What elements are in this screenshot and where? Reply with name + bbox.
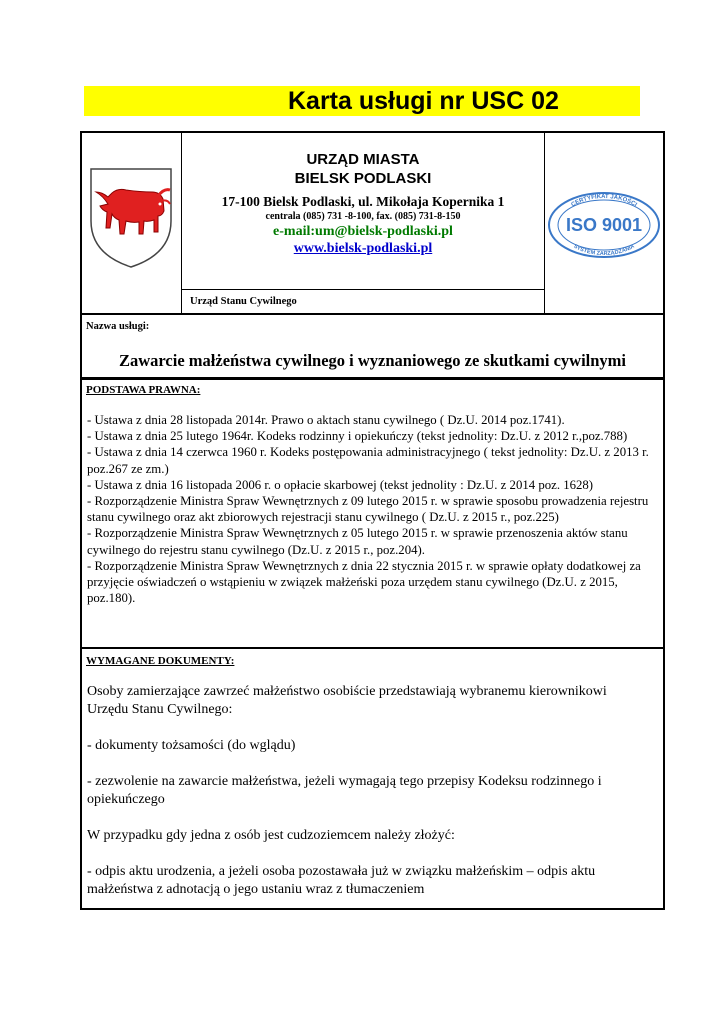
iso-main-text: ISO 9001: [565, 215, 643, 235]
office-phone: centrala (085) 731 -8-100, fax. (085) 731-8-150: [265, 211, 461, 222]
office-website-link[interactable]: www.bielsk-podlaski.pl: [293, 241, 433, 256]
department-divider: [181, 289, 545, 290]
document-paragraph: Osoby zamierzające zawrzeć małżeństwo osobiście przedstawiają wybranemu kierownikowi Urzędu Stanu Cywilnego:: [87, 684, 607, 717]
office-email-link[interactable]: e-mail:um@bielsk-podlaski.pl: [273, 224, 453, 239]
legal-item: - Ustawa z dnia 28 listopada 2014r. Prawo o aktach stanu cywilnego ( Dz.U. 2014 poz.1741).: [87, 413, 565, 427]
document-paragraph: - zezwolenie na zawarcie małżeństwa, jeżeli wymagają tego przepisy Kodeksu rodzinnego i opiekuńczego: [87, 774, 602, 807]
office-address: 17-100 Bielsk Podlaski, ul. Mikołaja Kopernika 1: [221, 194, 505, 209]
document-paragraph: - odpis aktu urodzenia, a jeżeli osoba pozostawała już w związku małżeńskim – odpis aktu małżeństwa z adnotacją o jego ustaniu wraz z tłumaczeniem: [87, 864, 596, 897]
iso-bottom-text: SYSTEM ZARZĄDZANIA: [572, 243, 636, 258]
required-documents-heading: WYMAGANE DOKUMENTY:: [86, 655, 235, 667]
legal-item: - Ustawa z dnia 16 listopada 2006 r. o opłacie skarbowej (tekst jednolity : Dz.U. z 2014 poz. 1628): [87, 477, 594, 492]
legal-item: - Rozporządzenie Ministra Spraw Wewnętrznych z dnia 22 stycznia 2015 r. w sprawie opłaty dodatkowej za przyjęcie oświadczeń o wstąpieniu w związek małżeński poza urzędem stanu cywilnego (Dz.U. z 2015, poz.180).: [87, 558, 641, 606]
iso-certificate-icon: [547, 191, 661, 259]
legal-item: - Ustawa z dnia 25 lutego 1964r. Kodeks rodzinny i opiekuńczy (tekst jednolity: Dz.U. z 2012 r.,poz.788): [87, 429, 628, 444]
header-divider: [80, 313, 665, 315]
legal-divider: [80, 647, 665, 649]
page-title: Karta usługi nr USC 02: [288, 87, 559, 115]
office-name-line2: BIELSK PODLASKI: [294, 170, 432, 187]
service-label: Nazwa usługi:: [86, 321, 150, 332]
department-name: Urząd Stanu Cywilnego: [190, 296, 297, 307]
service-name: Zawarcie małżeństwa cywilnego i wyznaniowego ze skutkami cywilnymi: [118, 351, 627, 370]
legal-basis-heading: PODSTAWA PRAWNA:: [86, 384, 201, 396]
office-name: [182, 150, 544, 188]
office-name-line1: URZĄD MIASTA: [306, 151, 420, 168]
required-documents-list: [87, 683, 647, 917]
coat-of-arms-icon: [88, 166, 174, 270]
legal-item: - Ustawa z dnia 14 czerwca 1960 r. Kodeks postępowania administracyjnego ( tekst jednolity: Dz.U. z 2013 r. poz.267 ze zm.): [87, 445, 649, 476]
document-paragraph: - dokumenty tożsamości (do wglądu): [87, 738, 296, 753]
document-paragraph: W przypadku gdy jedna z osób jest cudzoziemcem należy złożyć:: [87, 828, 455, 843]
service-divider: [80, 377, 665, 380]
legal-basis-list: [87, 412, 659, 606]
iso-top-text: CERTYFIKAT JAKOŚCI: [570, 193, 638, 209]
legal-item: - Rozporządzenie Ministra Spraw Wewnętrznych z 05 lutego 2015 r. w sprawie przenoszenia aktów stanu cywilnego do rejestru stanu cywilnego (Dz.U. z 2015 r., poz.204).: [87, 526, 628, 557]
legal-item: - Rozporządzenie Ministra Spraw Wewnętrznych z 09 lutego 2015 r. w sprawie sposobu prowadzenia rejestru stanu cywilnego oraz akt zbiorowych rejestracji stanu cywilnego ( Dz.U. z 2015 r., poz.225): [87, 494, 649, 525]
